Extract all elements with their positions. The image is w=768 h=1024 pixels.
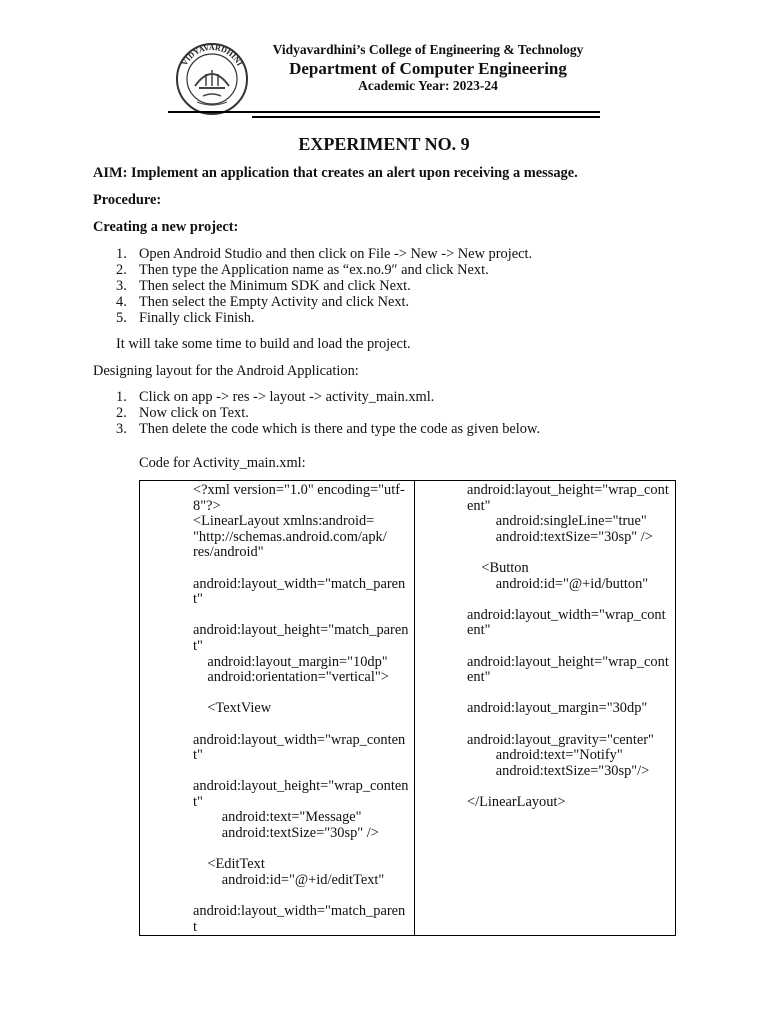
list-text: Then type the Application name as “ex.no.9″ and click Next. — [139, 262, 489, 278]
code-line: android:singleLine="true" — [467, 513, 647, 530]
list-number: 3. — [116, 421, 127, 437]
list-number: 2. — [116, 262, 127, 278]
code-line: t" — [193, 591, 203, 608]
code-line: android:id="@+id/editText" — [193, 871, 385, 888]
code-line — [193, 764, 408, 780]
code-line — [467, 639, 669, 655]
wait-note: It will take some time to build and load the project. — [116, 336, 411, 352]
list-number: 4. — [116, 294, 127, 310]
code-line: android:layout_width="wrap_conten — [193, 731, 406, 748]
list-number: 1. — [116, 246, 127, 262]
code-line: android:id="@+id/button" — [467, 575, 649, 592]
list-number: 1. — [116, 389, 127, 405]
code-line: res/android" — [193, 544, 264, 561]
code-line: android:textSize="30sp" /> — [467, 528, 653, 545]
code-line: 8"?> — [193, 497, 221, 514]
code-line: android:text="Notify" — [467, 747, 623, 764]
list-text: Open Android Studio and then click on File -> New -> New project. — [139, 246, 533, 262]
code-line: android:layout_width="match_paren — [193, 903, 406, 920]
code-line: </LinearLayout> — [467, 793, 566, 810]
list-item — [93, 405, 540, 421]
code-line: android:orientation="vertical"> — [193, 669, 389, 686]
list-item — [93, 389, 540, 405]
academic-year: Academic Year: 2023-24 — [358, 78, 498, 93]
code-line: android:layout_margin="30dp" — [467, 700, 648, 717]
code-line — [467, 717, 669, 733]
list-number: 5. — [116, 310, 127, 326]
list-text: Click on app -> res -> layout -> activity_main.xml. — [139, 389, 435, 405]
college-name: Vidyavardhini’s College of Engineering & Technology — [272, 42, 584, 57]
aim-text: AIM: Implement an application that creates an alert upon receiving a message. — [93, 165, 578, 181]
code-line: ent" — [467, 622, 491, 639]
list-item — [93, 294, 532, 310]
code-line: ent" — [467, 669, 491, 686]
code-line: android:layout_height="wrap_cont — [467, 653, 669, 670]
code-line — [467, 779, 669, 795]
code-line: <EditText — [193, 856, 265, 873]
code-line: android:layout_width="match_paren — [193, 575, 406, 592]
code-column-right — [415, 481, 676, 936]
list-text: Then select the Minimum SDK and click Next. — [139, 278, 411, 294]
code-line — [193, 561, 408, 577]
code-line: <Button — [467, 559, 529, 576]
code-line: android:layout_height="wrap_cont — [467, 482, 669, 498]
code-line — [193, 842, 408, 858]
list-text: Then delete the code which is there and type the code as given below. — [139, 421, 541, 437]
code-line: t" — [193, 747, 203, 764]
header-rule — [252, 116, 600, 118]
list-number: 2. — [116, 405, 127, 421]
list-item — [93, 246, 532, 262]
college-logo — [173, 42, 251, 116]
creating-steps-list — [93, 246, 532, 326]
code-caption: Code for Activity_main.xml: — [139, 455, 306, 471]
code-line — [193, 888, 408, 904]
list-text: Now click on Text. — [139, 405, 249, 421]
code-line — [467, 686, 669, 702]
designing-heading: Designing layout for the Android Application: — [93, 363, 359, 379]
code-line — [193, 686, 408, 702]
code-line: android:layout_height="match_paren — [193, 622, 409, 639]
code-line: <LinearLayout xmlns:android= — [193, 513, 375, 530]
list-text: Then select the Empty Activity and click Next. — [139, 294, 410, 310]
page-title: EXPERIMENT NO. 9 — [298, 134, 470, 154]
code-line: t — [193, 918, 197, 935]
list-item — [93, 310, 532, 326]
list-item — [93, 421, 540, 437]
code-line — [193, 608, 408, 624]
code-line: android:textSize="30sp" /> — [193, 825, 379, 842]
code-line: android:layout_width="wrap_cont — [467, 606, 666, 623]
code-table — [139, 480, 676, 936]
list-item — [93, 278, 532, 294]
procedure-heading: Procedure: — [93, 192, 162, 208]
code-line: android:textSize="30sp"/> — [467, 762, 650, 779]
code-line: android:layout_margin="10dp" — [193, 653, 388, 670]
code-line: android:layout_height="wrap_conten — [193, 778, 409, 795]
code-line — [193, 717, 408, 733]
list-item — [93, 262, 532, 278]
code-line: <?xml version="1.0" encoding="utf- — [193, 482, 405, 498]
code-line — [467, 545, 669, 561]
code-line: <TextView — [193, 700, 272, 717]
code-line: android:text="Message" — [193, 809, 362, 826]
svg-text:VIDYAVARDHINI: VIDYAVARDHINI — [179, 42, 245, 68]
code-line: android:layout_gravity="center" — [467, 731, 654, 748]
code-line — [467, 592, 669, 608]
department-name: Department of Computer Engineering — [289, 59, 567, 78]
code-line: "http://schemas.android.com/apk/ — [193, 528, 387, 545]
designing-steps-list — [93, 389, 540, 437]
list-number: 3. — [116, 278, 127, 294]
creating-heading: Creating a new project: — [93, 219, 239, 235]
list-text: Finally click Finish. — [139, 310, 255, 326]
code-line: ent" — [467, 497, 491, 514]
code-column-left — [140, 481, 415, 936]
header-rule — [168, 111, 600, 113]
code-line: t" — [193, 637, 203, 654]
code-line: t" — [193, 793, 203, 810]
